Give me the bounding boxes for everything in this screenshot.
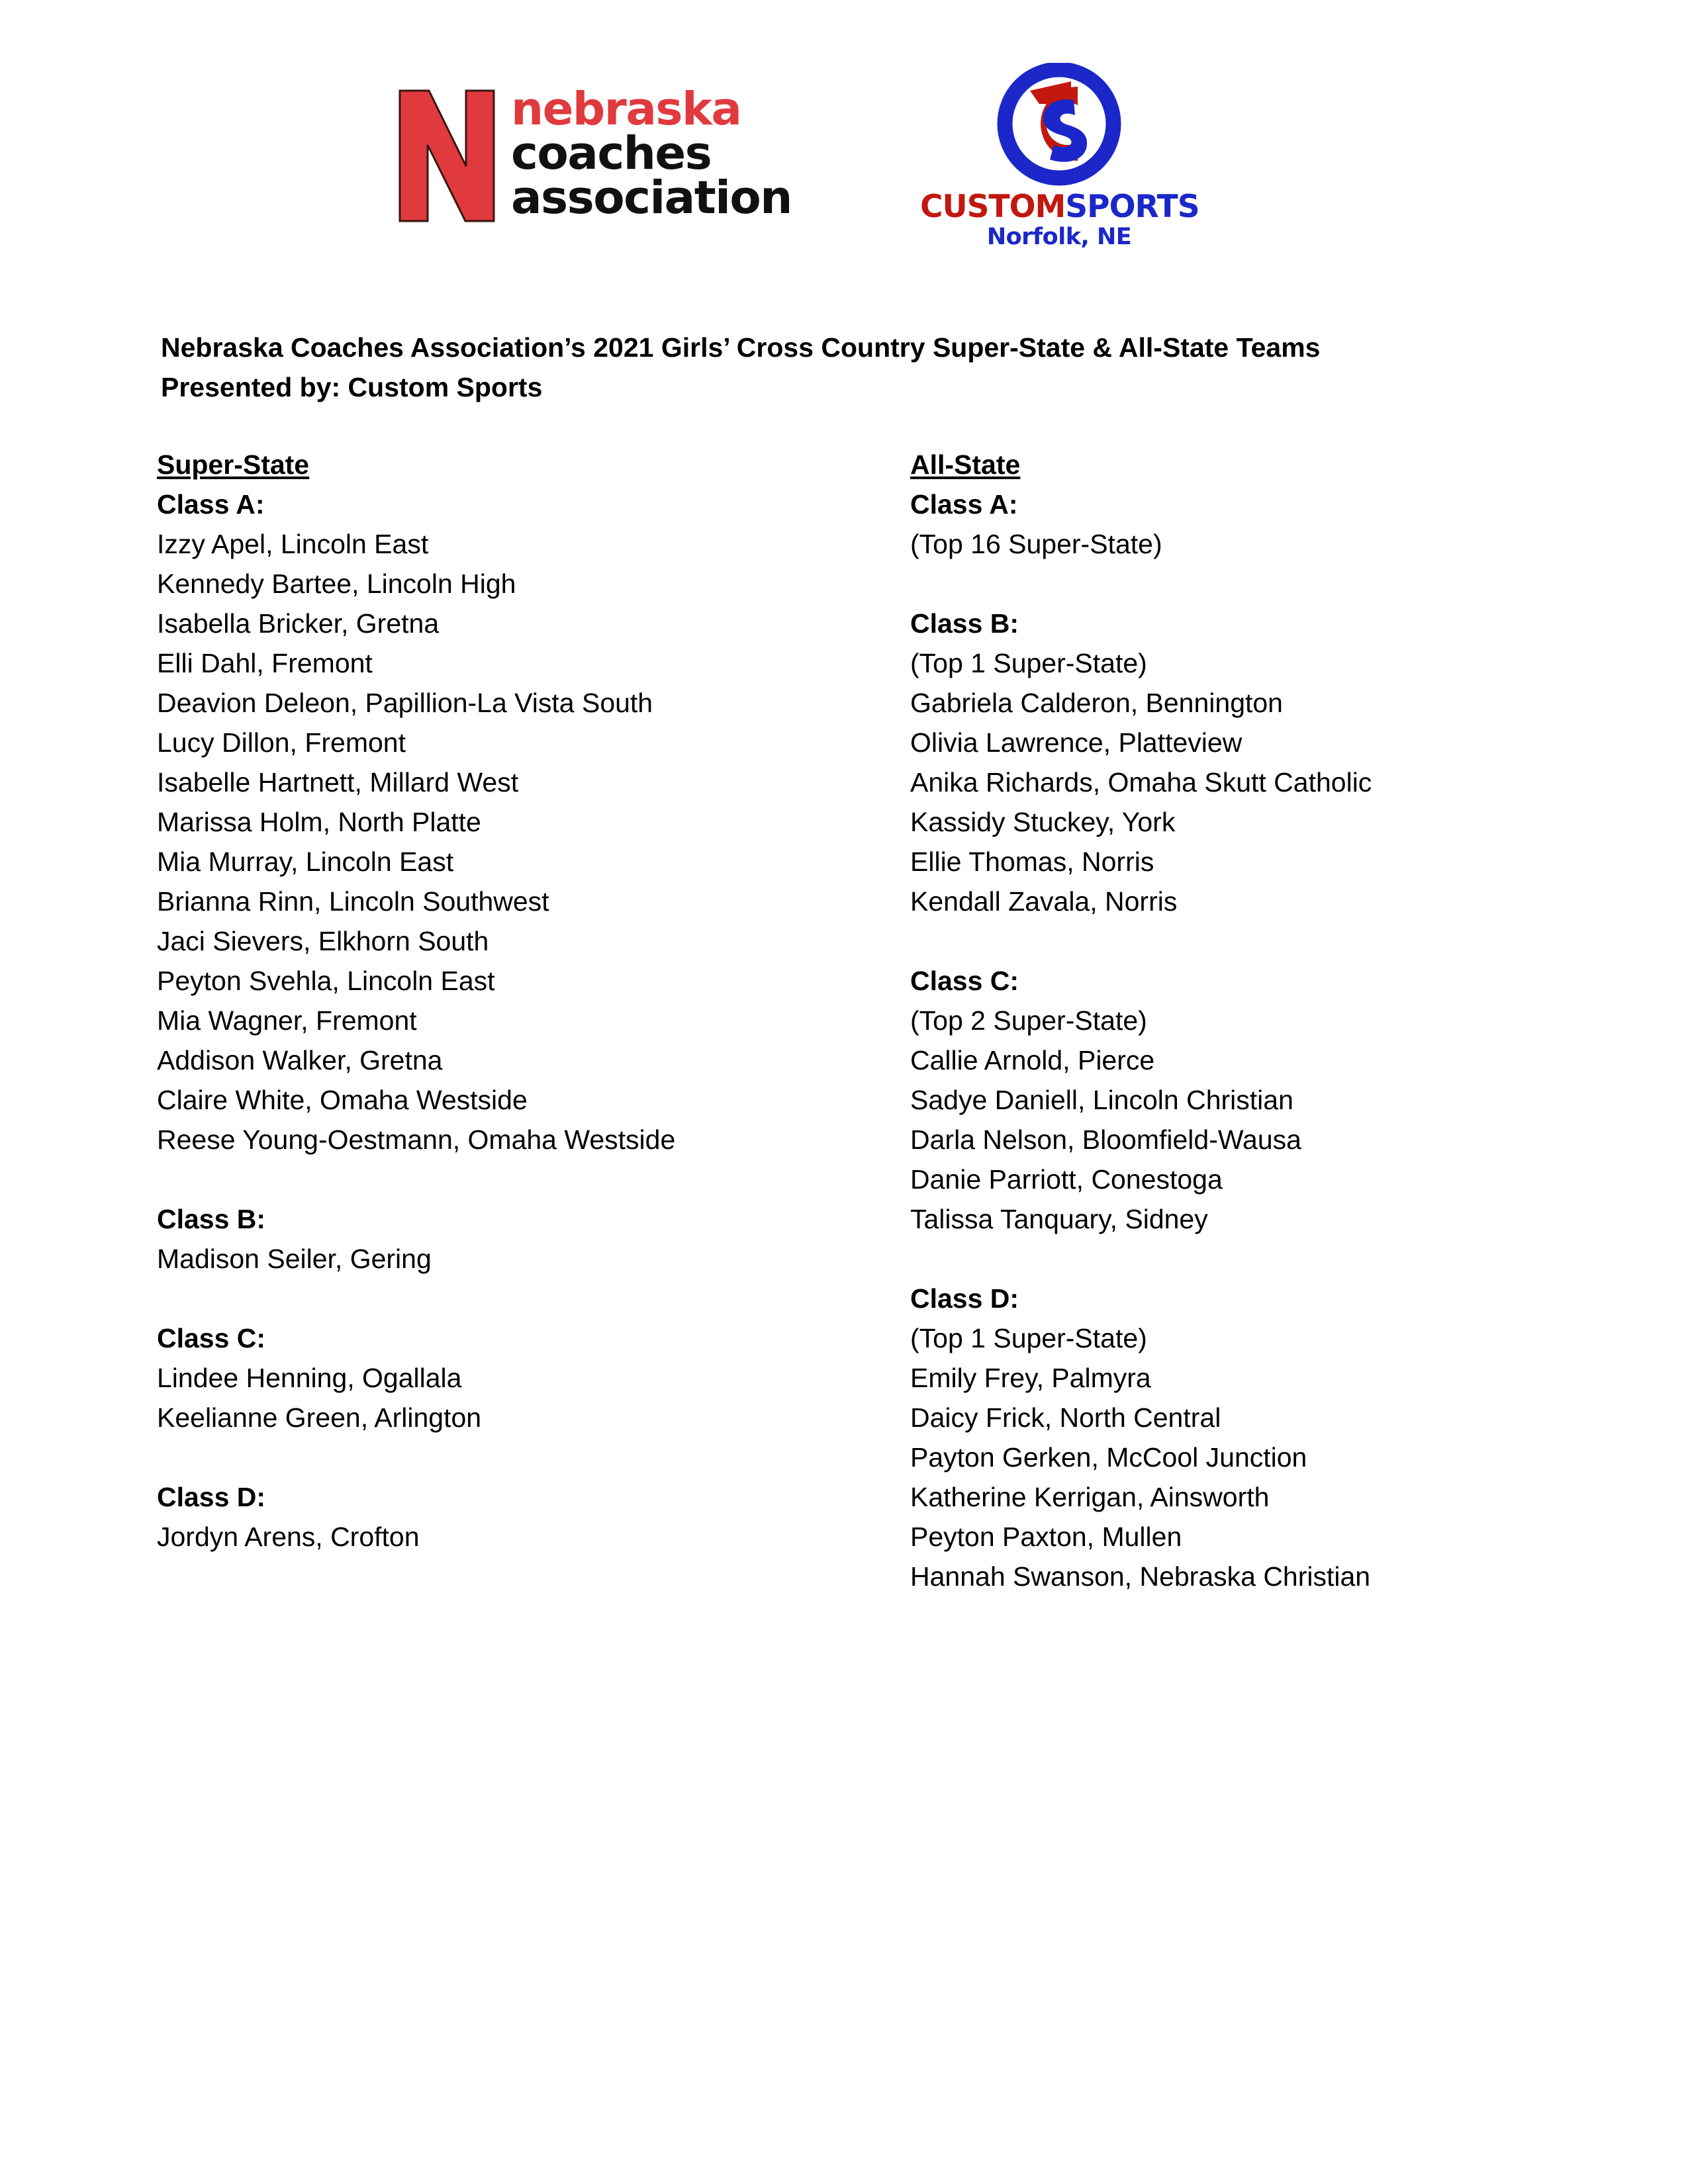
nca-word-association: association	[511, 171, 792, 224]
nca-wordmark	[511, 83, 792, 224]
athlete-entry: Brianna Rinn, Lincoln Southwest	[157, 886, 549, 917]
athlete-entry: Izzy Apel, Lincoln East	[157, 529, 429, 559]
class-note: (Top 2 Super-State)	[910, 1005, 1147, 1036]
logo-band	[0, 0, 1688, 278]
custom-sports-wordmark	[920, 189, 1199, 225]
nca-word-coaches: coaches	[511, 126, 712, 180]
athlete-entry: Gabriela Calderon, Bennington	[910, 688, 1283, 718]
super-state-column	[157, 445, 885, 1557]
athlete-entry: Claire White, Omaha Westside	[157, 1085, 528, 1115]
class-note: (Top 1 Super-State)	[910, 648, 1147, 678]
section-spacer	[157, 1437, 885, 1477]
all-state-column	[910, 445, 1605, 1596]
class-heading: Class C:	[157, 1323, 266, 1353]
custom-sports-word-sports: SPORTS	[1065, 189, 1199, 225]
athlete-entry: Callie Arnold, Pierce	[910, 1045, 1155, 1075]
athlete-entry: Keelianne Green, Arlington	[157, 1402, 482, 1433]
athlete-entry: Madison Seiler, Gering	[157, 1244, 432, 1274]
athlete-entry: Daicy Frick, North Central	[910, 1402, 1221, 1433]
athlete-entry: Lindee Henning, Ogallala	[157, 1363, 462, 1393]
all-state-heading: All-State	[910, 449, 1021, 480]
custom-sports-word-custom: CUSTOM	[920, 189, 1066, 225]
athlete-entry: Lucy Dillon, Fremont	[157, 727, 406, 758]
custom-sports-city-label: Norfolk, NE	[986, 224, 1132, 250]
athlete-entry: Darla Nelson, Bloomfield-Wausa	[910, 1124, 1301, 1155]
section-spacer	[157, 1279, 885, 1318]
athlete-entry: Deavion Deleon, Papillion-La Vista South	[157, 688, 653, 718]
class-heading: Class A:	[157, 489, 265, 520]
athlete-entry: Kassidy Stuckey, York	[910, 807, 1176, 837]
class-heading: Class B:	[910, 608, 1019, 639]
section-spacer	[910, 921, 1605, 961]
page-title-line-1: Nebraska Coaches Association’s 2021 Girls’ Cross Country Super-State & All-State Teams	[161, 332, 1321, 363]
athlete-entry: Sadye Daniell, Lincoln Christian	[910, 1085, 1293, 1115]
class-heading: Class A:	[910, 489, 1018, 520]
athlete-entry: Payton Gerken, McCool Junction	[910, 1442, 1307, 1473]
nebraska-coaches-association-logo	[397, 83, 808, 238]
page-title	[161, 328, 1518, 407]
athlete-entry: Elli Dahl, Fremont	[157, 648, 373, 678]
athlete-entry: Reese Young-Oestmann, Omaha Westside	[157, 1124, 676, 1155]
class-heading: Class D:	[157, 1482, 266, 1512]
athlete-entry: Addison Walker, Gretna	[157, 1045, 443, 1075]
athlete-entry: Talissa Tanquary, Sidney	[910, 1204, 1208, 1234]
athlete-entry: Marissa Holm, North Platte	[157, 807, 481, 837]
athlete-entry: Peyton Paxton, Mullen	[910, 1522, 1182, 1552]
class-heading: Class B:	[157, 1204, 266, 1234]
class-note: (Top 16 Super-State)	[910, 529, 1162, 559]
athlete-entry: Jaci Sievers, Elkhorn South	[157, 926, 489, 956]
athlete-entry: Isabelle Hartnett, Millard West	[157, 767, 519, 797]
section-spacer	[910, 564, 1605, 604]
custom-sports-cs-monogram-icon	[993, 63, 1125, 190]
section-spacer	[910, 1239, 1605, 1279]
section-spacer	[157, 1160, 885, 1199]
athlete-entry: Olivia Lawrence, Platteview	[910, 727, 1243, 758]
athlete-entry: Isabella Bricker, Gretna	[157, 608, 440, 639]
athlete-entry: Ellie Thomas, Norris	[910, 846, 1154, 877]
athlete-entry: Mia Murray, Lincoln East	[157, 846, 454, 877]
class-heading: Class C:	[910, 966, 1019, 996]
athlete-entry: Anika Richards, Omaha Skutt Catholic	[910, 767, 1372, 797]
athlete-entry: Danie Parriott, Conestoga	[910, 1164, 1223, 1195]
athlete-entry: Kennedy Bartee, Lincoln High	[157, 569, 516, 599]
athlete-entry: Emily Frey, Palmyra	[910, 1363, 1151, 1393]
nca-n-letter-icon	[397, 88, 496, 224]
page-title-line-2: Presented by: Custom Sports	[161, 372, 543, 402]
super-state-heading: Super-State	[157, 449, 310, 480]
athlete-entry: Hannah Swanson, Nebraska Christian	[910, 1561, 1371, 1592]
athlete-entry: Kendall Zavala, Norris	[910, 886, 1178, 917]
nca-word-nebraska: nebraska	[511, 83, 741, 136]
custom-sports-logo	[920, 63, 1199, 250]
athlete-entry: Mia Wagner, Fremont	[157, 1005, 417, 1036]
athlete-entry: Katherine Kerrigan, Ainsworth	[910, 1482, 1270, 1512]
class-heading: Class D:	[910, 1283, 1019, 1314]
class-note: (Top 1 Super-State)	[910, 1323, 1147, 1353]
athlete-entry: Jordyn Arens, Crofton	[157, 1522, 420, 1552]
athlete-entry: Peyton Svehla, Lincoln East	[157, 966, 495, 996]
